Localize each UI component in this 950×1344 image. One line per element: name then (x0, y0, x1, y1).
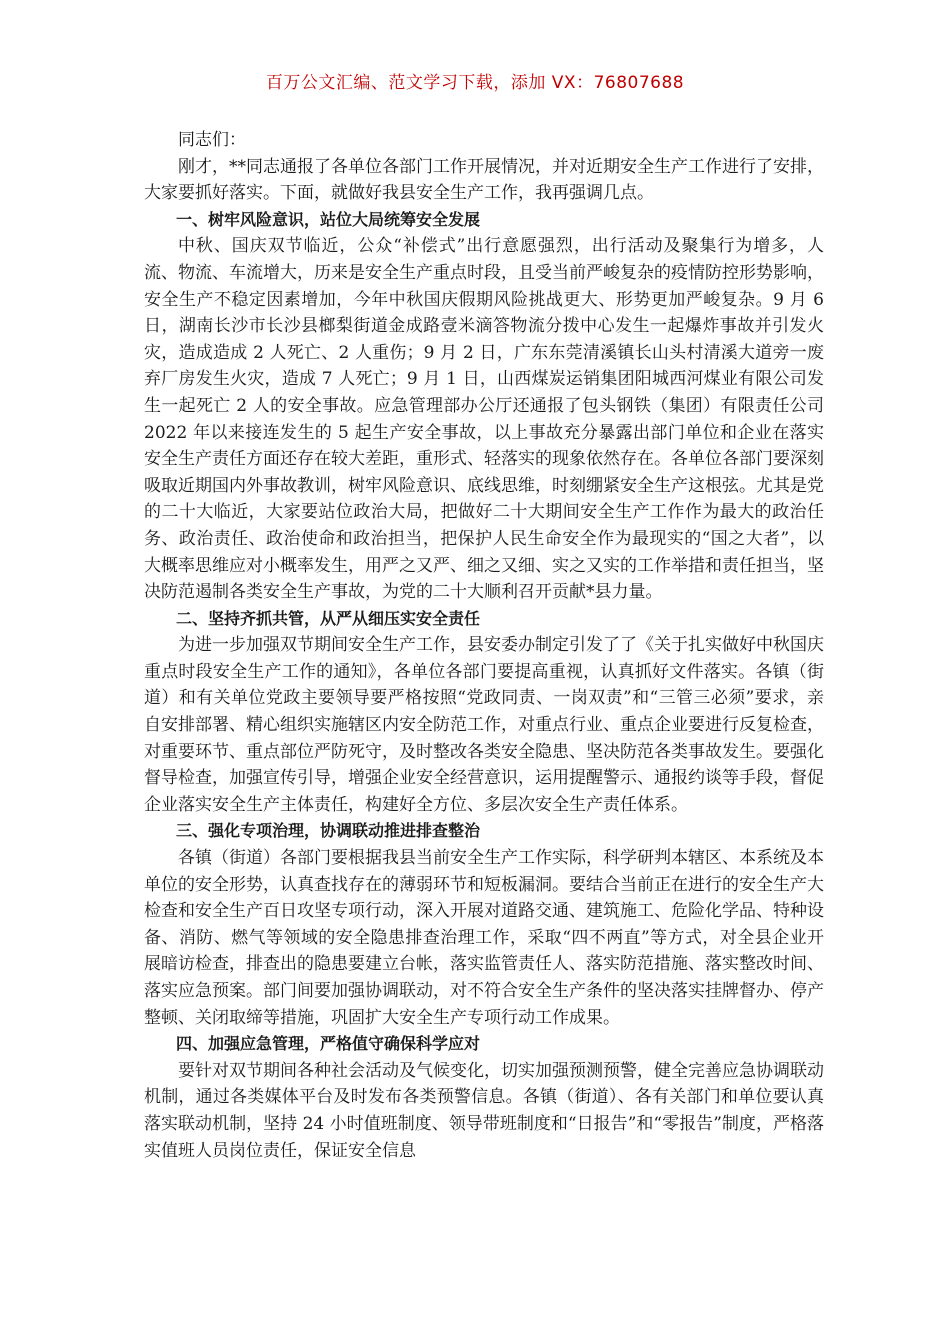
intro-paragraph: 刚才，**同志通报了各单位各部门工作开展情况，并对近期安全生产工作进行了安排，大家要抓好落实。下面，就做好我县安全生产工作，我再强调几点。 (144, 156, 824, 204)
section-heading-1: 一、树牢风险意识，站位大局统筹安全发展 (176, 209, 481, 229)
promo-banner: 百万公文汇编、范文学习下载，添加 VX：76807688 (265, 73, 685, 93)
section-heading-3: 三、强化专项治理，协调联动推进排查整治 (176, 821, 481, 841)
salutation: 同志们： (178, 130, 246, 150)
section-1-paragraph: 中秋、国庆双节临近，公众“补偿式”出行意愿强烈，出行活动及聚集行为增多，人流、物流、车流增大，历来是安全生产重点时段，且受当前严峻复杂的疫情防控形势影响，安全生产不稳定因素增加，今年中秋国庆假期风险挑战更大、形势更加严峻复杂。9 月 6 日，湖南长沙市长沙县榔梨街道金成路壹米滴答物流分拨中心发生一起爆炸事故并引发火灾，造成造成 2 人死亡、2 人重伤；9 月 2 日，广东东莞清溪镇长山头村清溪大道旁一废弃厂房发生火灾，造成 7 人死亡；9 月 1 日，山西煤炭运销集团阳城西河煤业有限公司发生一起死亡 2 人的安全事故。应急管理部办公厅还通报了包头钢铁（集团）有限责任公司 2022 年以来接连发生的 5 起生产安全事故，以上事故充分暴露出部门单位和企业在落实安全生产责任方面还存在较大差距，重形式、轻落实的现象依然存在。各单位各部门要深刻吸取近期国内外事故教训，树牢风险意识、底线思维，时刻绷紧安全生产这根弦。尤其是党的二十大临近，大家要站位政治大局，把做好二十大期间安全生产工作作为最大的政治任务、政治责任、政治使命和政治担当，把保护人民生命安全作为最现实的“国之大者”，以大概率思维应对小概率发生，用严之又严、细之又细、实之又实的工作举措和责任担当，坚决防范遏制各类安全生产事故，为党的二十大顺利召开贡献*县力量。 (144, 236, 824, 603)
document-body (144, 127, 824, 1164)
section-2-paragraph: 为进一步加强双节期间安全生产工作，县安委办制定引发了了《关于扎实做好中秋国庆重点时段安全生产工作的通知》，各单位各部门要提高重视，认真抓好文件落实。各镇（街道）和有关单位党政主要领导要严格按照“党政同责、一岗双责”和“三管三必须”要求，亲自安排部署、精心组织实施辖区内安全防范工作，对重点行业、重点企业要进行反复检查，对重要环节、重点部位严防死守，及时整改各类安全隐患、坚决防范各类事故发生。要强化督导检查，加强宣传引导，增强企业安全经营意识，运用提醒警示、通报约谈等手段，督促企业落实安全生产主体责任，构建好全方位、多层次安全生产责任体系。 (144, 635, 824, 815)
section-heading-4: 四、加强应急管理，严格值守确保科学应对 (176, 1034, 481, 1054)
section-4-paragraph: 要针对双节期间各种社会活动及气候变化，切实加强预测预警，健全完善应急协调联动机制，通过各类媒体平台及时发布各类预警信息。各镇（街道）、各有关部门和单位要认真落实联动机制，坚持 24 小时值班制度、领导带班制度和“日报告”和“零报告”制度，严格落实值班人员岗位责任，保证安全信息 (144, 1060, 824, 1161)
section-3-paragraph: 各镇（街道）各部门要根据我县当前安全生产工作实际，科学研判本辖区、本系统及本单位的安全形势，认真查找存在的薄弱环节和短板漏洞。要结合当前正在进行的安全生产大检查和安全生产百日攻坚专项行动，深入开展对道路交通、建筑施工、危险化学品、特种设备、消防、燃气等领域的安全隐患排查治理工作，采取“四不两直”等方式，对全县企业开展暗访检查，排查出的隐患要建立台帐，落实监管责任人、落实防范措施、落实整改时间、落实应急预案。部门间要加强协调联动，对不符合安全生产条件的坚决落实挂牌督办、停产整顿、关闭取缔等措施，巩固扩大安全生产专项行动工作成果。 (144, 848, 824, 1028)
section-heading-2: 二、坚持齐抓共管，从严从细压实安全责任 (176, 608, 481, 628)
